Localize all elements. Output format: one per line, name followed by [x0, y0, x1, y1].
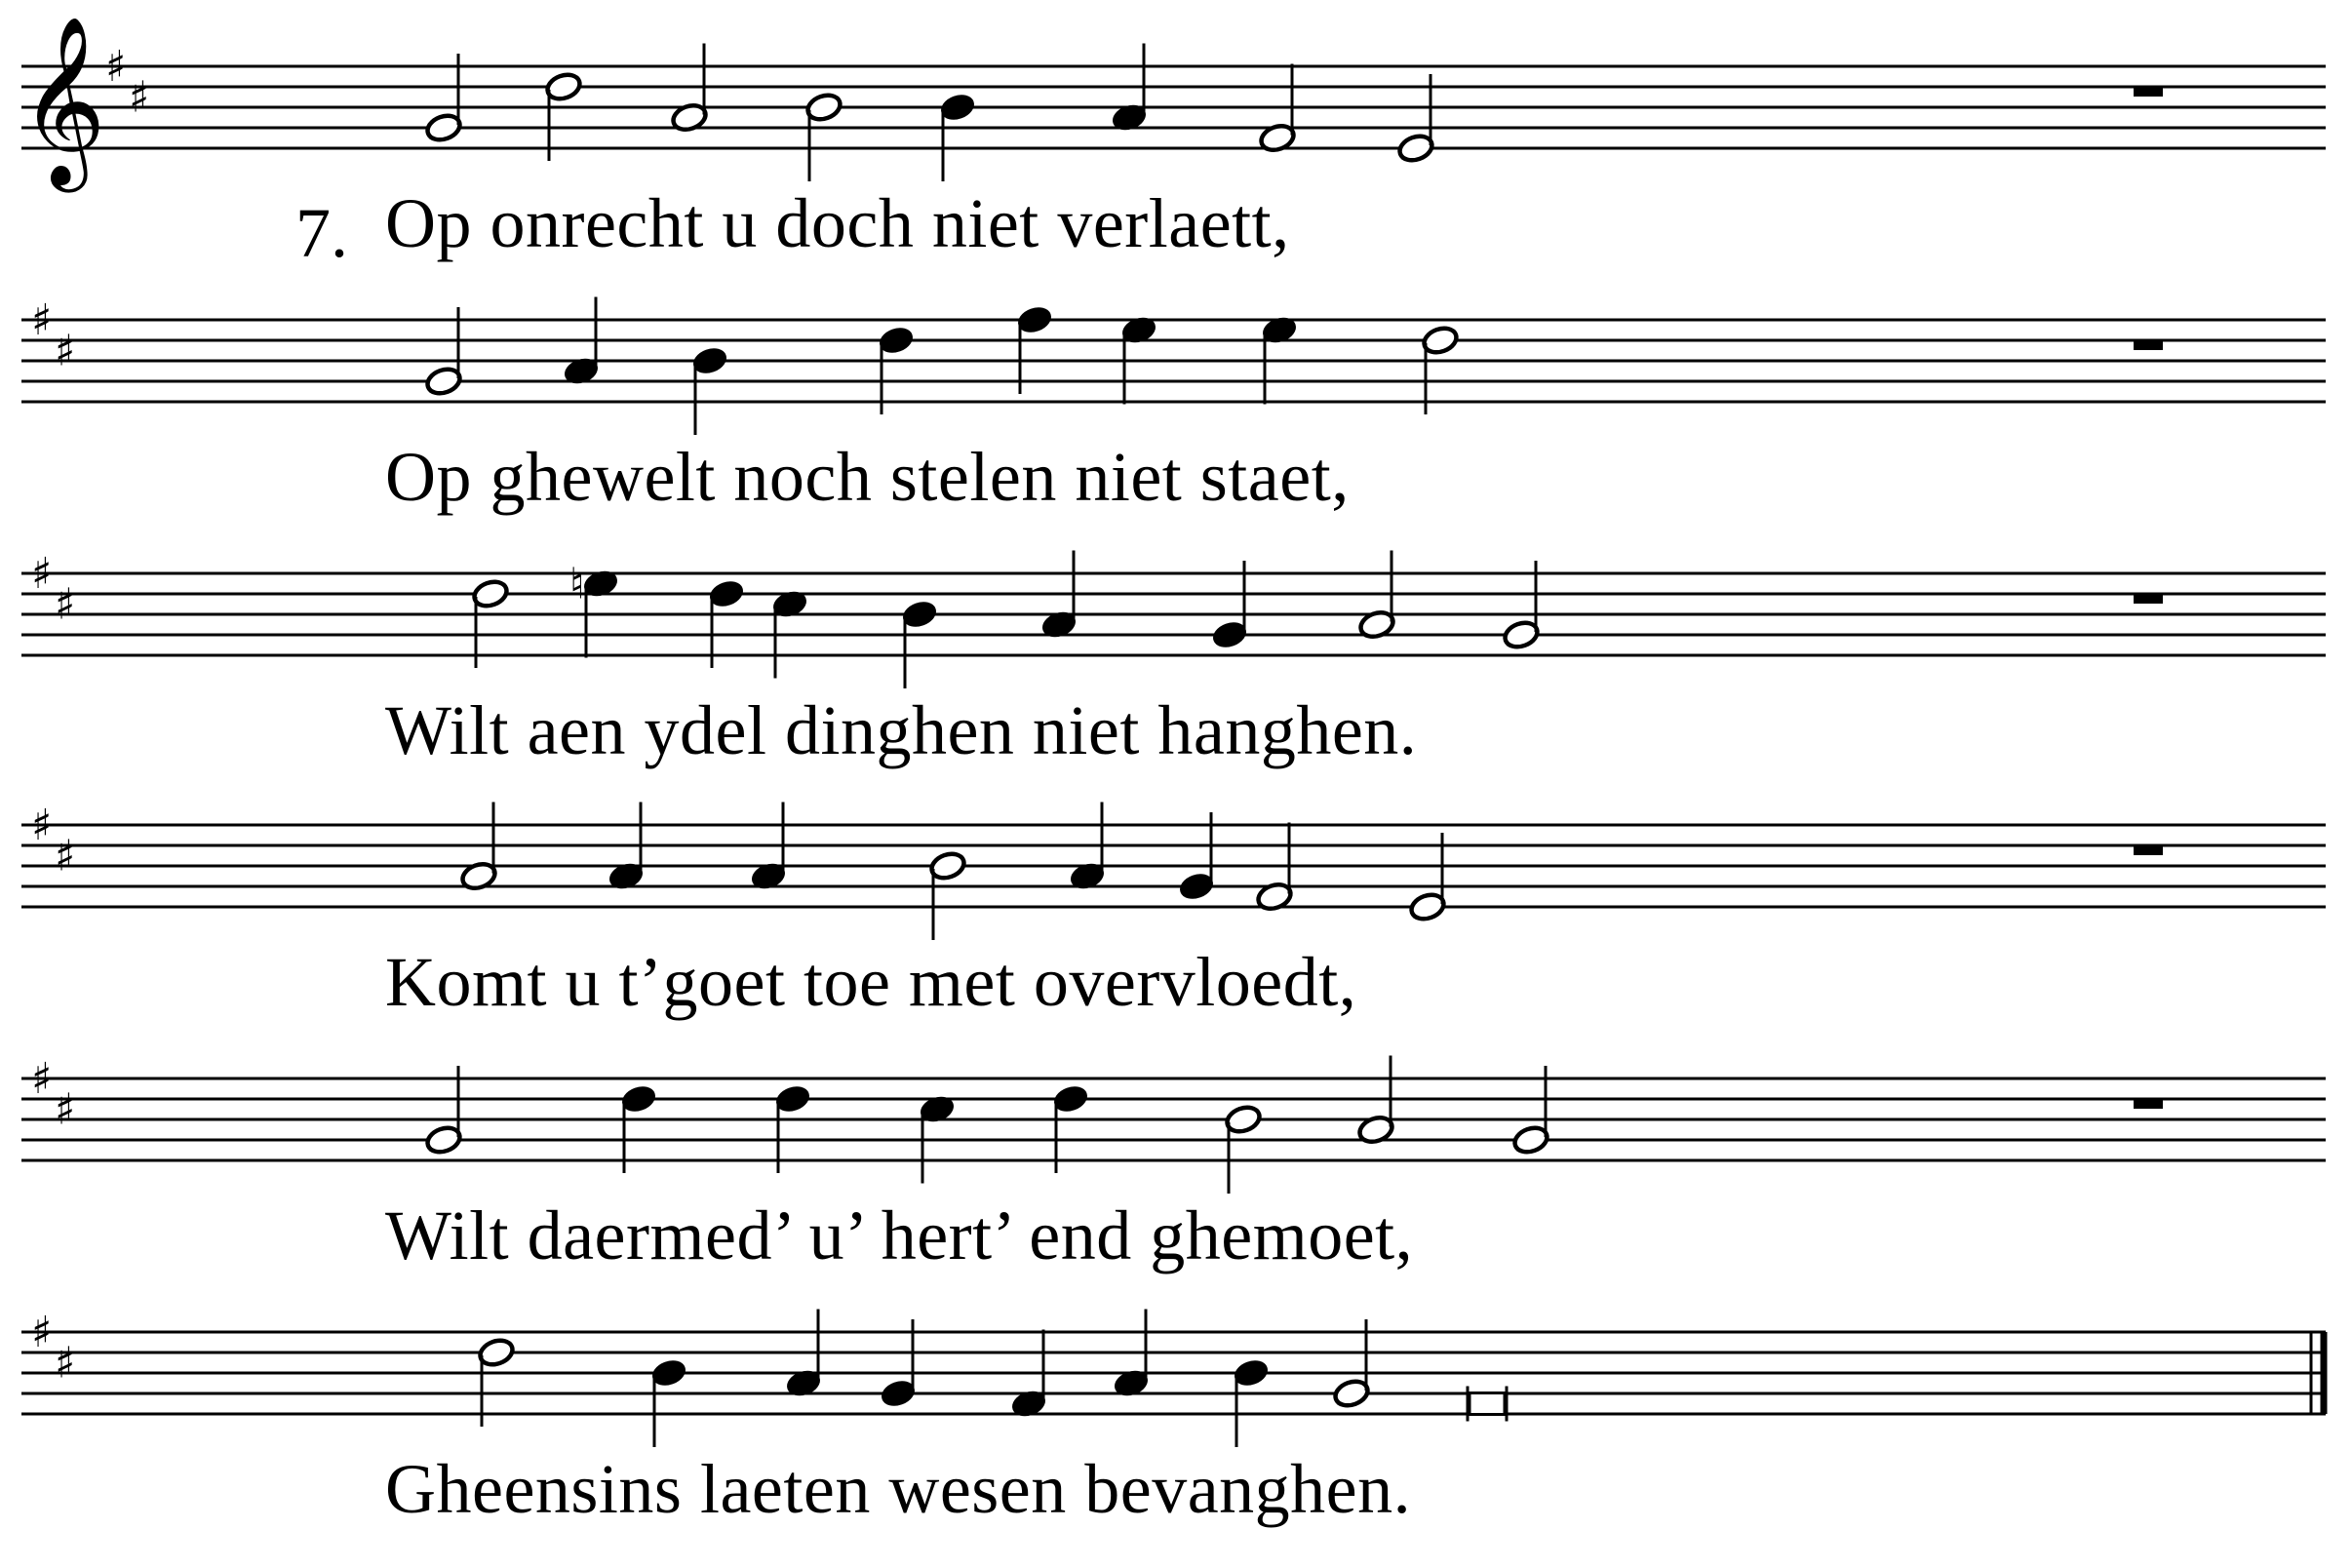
half-rest [2134, 86, 2163, 97]
sharp-icon: ♯ [105, 42, 127, 92]
sharp-icon: ♯ [31, 1054, 53, 1104]
sharp-icon: ♯ [55, 1338, 76, 1389]
sharp-icon: ♯ [55, 1084, 76, 1135]
treble-clef-icon: 𝄞 [20, 16, 106, 185]
sharp-icon: ♯ [55, 579, 76, 630]
lyric-line-3: Wilt aen ydel dinghen niet hanghen. [385, 691, 1418, 769]
sharp-icon: ♯ [31, 1308, 53, 1357]
sharp-icon: ♯ [31, 295, 53, 345]
sharp-icon: ♯ [31, 801, 53, 850]
half-rest [2134, 593, 2163, 604]
lyric-line-5: Wilt daermed’ u’ hert’ end ghemoet, [385, 1196, 1414, 1274]
lyric-line-6: Gheensins laeten wesen bevanghen. [385, 1450, 1412, 1528]
lyric-line-1: Op onrecht u doch niet verlaett, [385, 184, 1290, 262]
half-rest [2134, 1098, 2163, 1109]
sharp-icon: ♯ [31, 549, 53, 599]
sharp-icon: ♯ [55, 326, 76, 376]
verse-number: 7. [295, 194, 348, 272]
note-breve [1470, 1393, 1505, 1415]
lyric-line-4: Komt u t’goet toe met overvloedt, [385, 943, 1357, 1021]
sharp-icon: ♯ [55, 831, 76, 882]
lyric-line-2: Op ghewelt noch stelen niet staet, [385, 438, 1350, 516]
sharp-icon: ♯ [129, 72, 150, 123]
natural-icon: ♮ [569, 559, 585, 609]
half-rest [2134, 339, 2163, 350]
half-rest [2134, 844, 2163, 855]
